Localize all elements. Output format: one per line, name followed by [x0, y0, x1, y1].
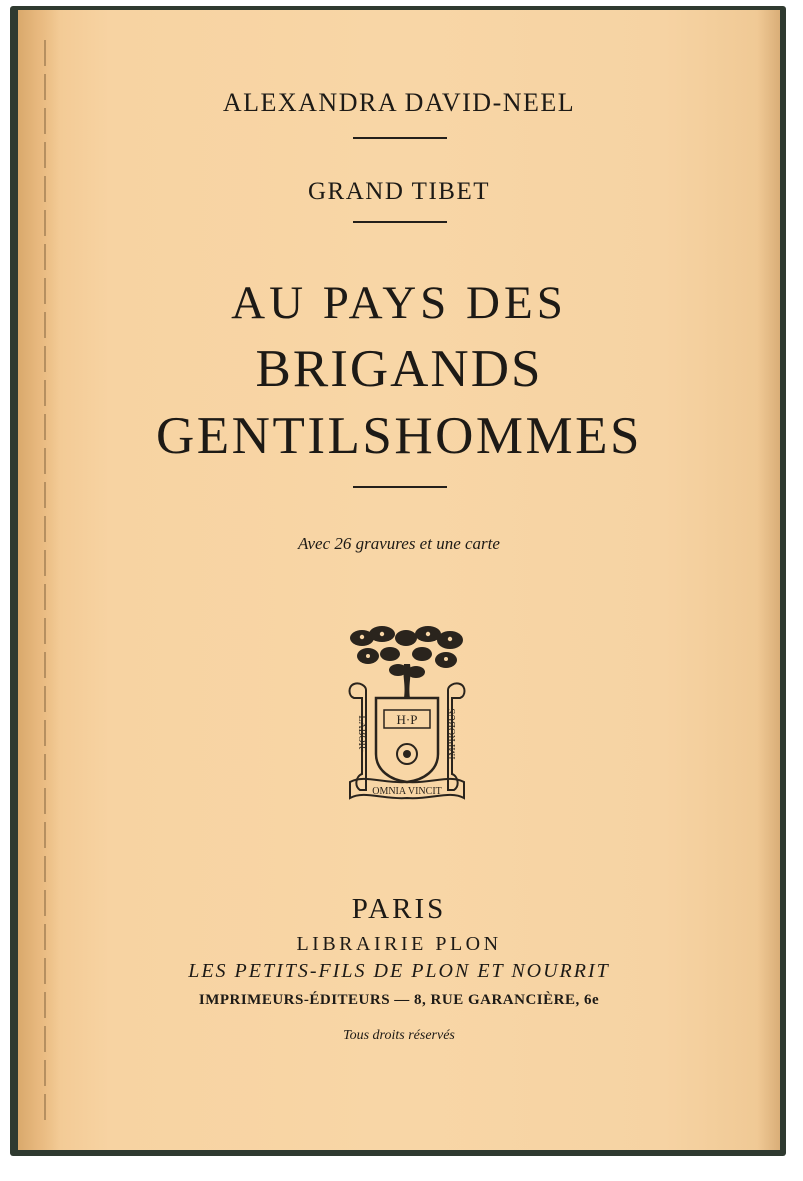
emblem-monogram: H·P — [396, 712, 418, 727]
emblem-motto-left: LABOR· — [356, 715, 367, 753]
series-title: GRAND TIBET — [307, 178, 490, 205]
book-title-line-3: GENTILSHOMMES — [156, 407, 642, 465]
divider-rule-2 — [353, 221, 447, 223]
imprint-city: PARIS — [351, 893, 447, 925]
book-title-line-1: AU PAYS DES — [231, 277, 567, 329]
title-page — [18, 10, 780, 1150]
emblem-motto-right: IMPROBUS — [447, 708, 458, 760]
illustrations-note: Avec 26 gravures et une carte — [298, 534, 500, 553]
author-name: ALEXANDRA DAVID-NEEL — [222, 88, 576, 117]
imprint-publisher-line-2: LES PETITS-FILS DE PLON ET NOURRIT — [188, 960, 610, 982]
imprint-address: IMPRIMEURS-ÉDITEURS — 8, RUE GARANCIÈRE, 6e — [198, 992, 600, 1008]
rights-notice: Tous droits réservés — [343, 1028, 455, 1043]
book-title-line-2: BRIGANDS — [255, 340, 543, 398]
publisher-emblem — [344, 624, 470, 806]
divider-rule-3 — [353, 486, 447, 488]
emblem-motto-bottom: OMNIA VINCIT — [372, 786, 442, 797]
imprint-publisher: LIBRAIRIE PLON — [296, 933, 502, 955]
divider-rule-1 — [353, 137, 447, 139]
